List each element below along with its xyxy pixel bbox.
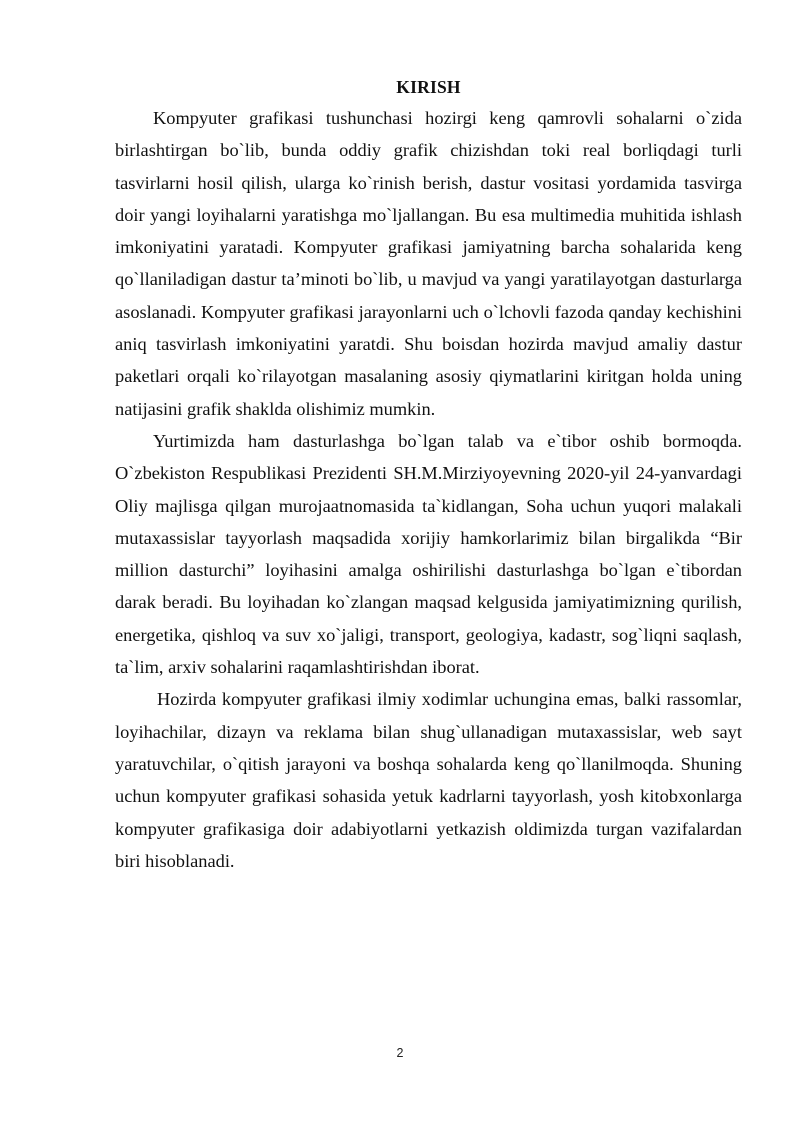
page-content [115, 74, 742, 877]
section-title: KIRISH [396, 77, 461, 97]
page-number: 2 [396, 1046, 404, 1060]
paragraph: Hozirda kompyuter grafikasi ilmiy xodimlar uchungina emas, balki rassomlar, loyihachilar, dizayn va reklama bilan shug`ullanadigan mutaxassislar, web sayt yaratuvchilar, o`qitish jarayoni va boshqa sohalarda keng qo`llanilmoqda. Shuning uchun kompyuter grafikasi sohasida yetuk kadrlarni tayyorlash, yosh kitobxonlarga kompyuter grafikasiga doir adabiyotlarni yetkazish oldimizda turgan vazifalardan biri hisoblanadi. [115, 689, 742, 871]
paragraph: Yurtimizda ham dasturlashga bo`lgan talab va e`tibor oshib bormoqda. O`zbekiston Respublikasi Prezidenti SH.M.Mirziyoyevning 2020-yil 24-yanvardagi Oliy majlisga qilgan murojaatnomasida ta`kidlangan, Soha uchun yuqori malakali mutaxassislar tayyorlash maqsadida xorijiy hamkorlarimiz bilan birgalikda “Bir million dasturchi” loyihasini amalga oshirilishi dasturlashga bo`lgan e`tibordan darak beradi. Bu loyihadan ko`zlangan maqsad kelgusida jamiyatimizning qurilish, energetika, qishloq va suv xo`jaligi, transport, geologiya, kadastr, sog`liqni saqlash, ta`lim, arxiv sohalarini raqamlashtirishdan iborat. [115, 430, 742, 678]
paragraph: Kompyuter grafikasi tushunchasi hozirgi keng qamrovli sohalarni o`zida birlashtirgan bo`lib, bunda oddiy grafik chizishdan toki real borliqdagi turli tasvirlarni hosil qilish, ularga ko`rinish berish, dastur vositasi yordamida tasvirga doir yangi loyihalarni yaratishga mo`ljallangan. Bu esa multimedia muhitida ishlash imkoniyatini yaratadi. Kompyuter grafikasi jamiyatning barcha sohalarida keng qo`llaniladigan dastur ta’minoti bo`lib, u mavjud va yangi yaratilayotgan dasturlarga asoslanadi. Kompyuter grafikasi jarayonlarni uch o`lchovli fazoda qanday kechishini aniq tasvirlash imkoniyatini yaratdi. Shu boisdan hozirda mavjud amaliy dastur paketlari orqali ko`rilayotgan masalaning asosiy qiymatlarini kiritgan holda uning natijasini grafik shaklda olishimiz mumkin. [115, 108, 742, 419]
